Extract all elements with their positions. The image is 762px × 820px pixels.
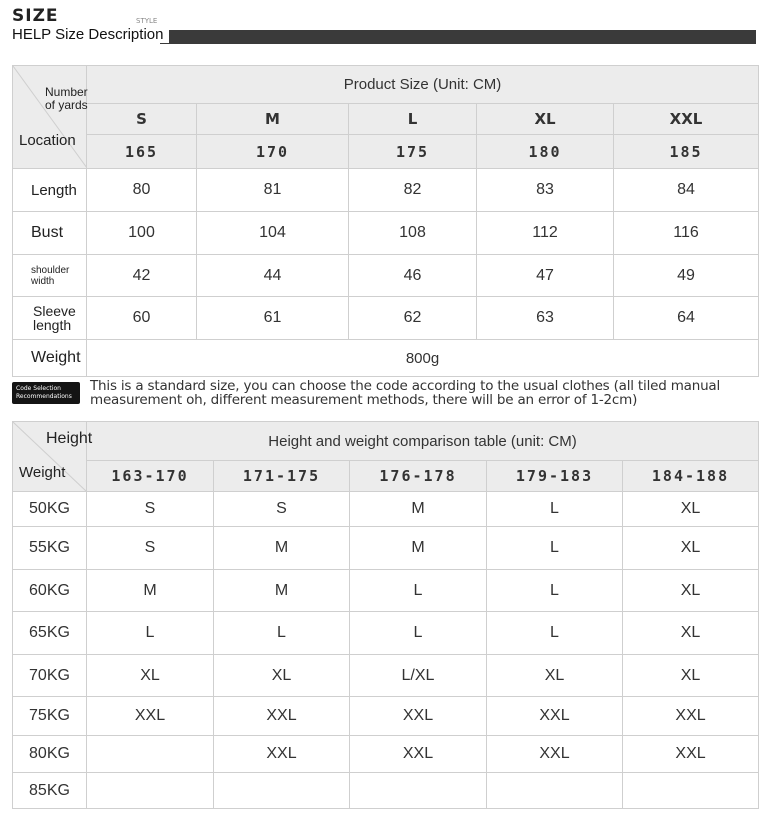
weight-row (13, 340, 759, 377)
table-cell: 82 (349, 169, 477, 212)
weight-label: 50KG (13, 492, 87, 527)
table-cell (214, 773, 350, 809)
table-cell: XXL (214, 736, 350, 773)
size-logo: SIZE (12, 6, 59, 26)
table-cell: XL (87, 655, 214, 697)
size-label: M (197, 104, 349, 135)
table-cell: XXL (623, 697, 759, 736)
table-cell: L (350, 612, 487, 655)
size-label: XXL (614, 104, 759, 135)
size-label: L (349, 104, 477, 135)
corner-weight: Weight (19, 464, 66, 481)
table-cell: XL (623, 612, 759, 655)
comparison-table-corner (13, 422, 93, 492)
table-row (13, 255, 759, 297)
table-cell: XXL (87, 697, 214, 736)
table-row (13, 169, 759, 212)
table-cell: 44 (197, 255, 349, 297)
table-cell: 46 (349, 255, 477, 297)
table-cell: XL (487, 655, 623, 697)
table-row (13, 527, 759, 570)
table-cell: S (214, 492, 350, 527)
height-weight-table (12, 421, 759, 809)
table-cell: L (87, 612, 214, 655)
height-label: 180 (477, 135, 614, 169)
table-row (13, 570, 759, 612)
table-cell: 60 (87, 297, 197, 340)
table-cell: 80 (87, 169, 197, 212)
product-table-title: Product Size (Unit: CM) (87, 66, 759, 104)
height-header-row (13, 135, 759, 169)
table-cell: L (214, 612, 350, 655)
table-cell: 83 (477, 169, 614, 212)
table-cell: 64 (614, 297, 759, 340)
height-range-row (13, 461, 759, 492)
table-cell: L (487, 492, 623, 527)
table-cell: XL (623, 570, 759, 612)
size-header-row (13, 104, 759, 135)
table-cell: L (487, 527, 623, 570)
height-range-label: 171-175 (214, 461, 350, 492)
weight-label: 60KG (13, 570, 87, 612)
table-cell (87, 773, 214, 809)
height-label: 165 (87, 135, 197, 169)
table-cell: XL (623, 492, 759, 527)
table-cell: 116 (614, 212, 759, 255)
table-cell (350, 773, 487, 809)
table-cell: XL (623, 655, 759, 697)
table-cell: 108 (349, 212, 477, 255)
table-cell: 47 (477, 255, 614, 297)
product-size-table (12, 65, 759, 377)
table-row (13, 736, 759, 773)
page-header (0, 0, 762, 56)
style-mark: STYLE (136, 17, 158, 25)
table-cell: XXL (623, 736, 759, 773)
table-cell (87, 736, 214, 773)
table-cell: 100 (87, 212, 197, 255)
table-cell: XXL (487, 697, 623, 736)
table-cell: L (487, 570, 623, 612)
corner-number-of-yards: Number of yards (45, 85, 88, 112)
table-cell: XXL (214, 697, 350, 736)
table-cell: L (350, 570, 487, 612)
comparison-table-title: Height and weight comparison table (unit: CM) (87, 422, 759, 461)
row-label-sleeve-length: Sleeve length (13, 297, 87, 340)
height-label: 185 (614, 135, 759, 169)
product-table-corner (13, 66, 87, 169)
height-range-label: 179-183 (487, 461, 623, 492)
table-cell: 63 (477, 297, 614, 340)
weight-label: 75KG (13, 697, 87, 736)
corner-height: Height (46, 430, 93, 447)
height-label: 170 (197, 135, 349, 169)
table-row (13, 492, 759, 527)
table-cell: S (87, 492, 214, 527)
weight-label: 55KG (13, 527, 87, 570)
height-range-label: 176-178 (350, 461, 487, 492)
weight-label: 80KG (13, 736, 87, 773)
table-cell: M (350, 492, 487, 527)
page-title: HELP Size Description (12, 26, 169, 43)
table-cell: 49 (614, 255, 759, 297)
table-row (13, 297, 759, 340)
table-cell: L/XL (350, 655, 487, 697)
row-label-weight: Weight (13, 340, 87, 377)
height-label: 175 (349, 135, 477, 169)
table-cell: XL (214, 655, 350, 697)
row-label-length: Length (13, 169, 87, 212)
table-cell: 61 (197, 297, 349, 340)
header-bar (160, 30, 756, 44)
height-range-label: 184-188 (623, 461, 759, 492)
size-label: XL (477, 104, 614, 135)
table-cell: M (87, 570, 214, 612)
weight-value: 800g (87, 340, 759, 377)
height-range-label: 163-170 (87, 461, 214, 492)
table-cell: XXL (350, 736, 487, 773)
table-row (13, 655, 759, 697)
table-row (13, 612, 759, 655)
weight-label: 85KG (13, 773, 87, 809)
row-label-shoulder-width: shoulder width (13, 255, 87, 297)
weight-label: 70KG (13, 655, 87, 697)
table-row (13, 773, 759, 809)
table-cell: XXL (487, 736, 623, 773)
size-note (12, 379, 758, 415)
table-cell: 104 (197, 212, 349, 255)
table-cell: 112 (477, 212, 614, 255)
table-cell (623, 773, 759, 809)
table-cell: M (350, 527, 487, 570)
note-text: This is a standard size, you can choose the code according to the usual clothes (all tiled manual measurement oh, different measurement methods, there will be an error of 1-2cm) (90, 378, 721, 408)
table-cell (487, 773, 623, 809)
row-label-bust: Bust (13, 212, 87, 255)
size-label: S (87, 104, 197, 135)
table-cell: 81 (197, 169, 349, 212)
table-cell: M (214, 570, 350, 612)
table-cell: M (214, 527, 350, 570)
corner-location: Location (19, 132, 76, 149)
table-row (13, 212, 759, 255)
weight-label: 65KG (13, 612, 87, 655)
table-cell: L (487, 612, 623, 655)
table-cell: XL (623, 527, 759, 570)
table-cell: 62 (349, 297, 477, 340)
corner-diagonal (13, 66, 87, 168)
table-cell: XXL (350, 697, 487, 736)
table-cell: 42 (87, 255, 197, 297)
table-cell: 84 (614, 169, 759, 212)
table-row (13, 697, 759, 736)
table-cell: S (87, 527, 214, 570)
code-selection-badge: Code Selection Recommendations (12, 382, 80, 404)
